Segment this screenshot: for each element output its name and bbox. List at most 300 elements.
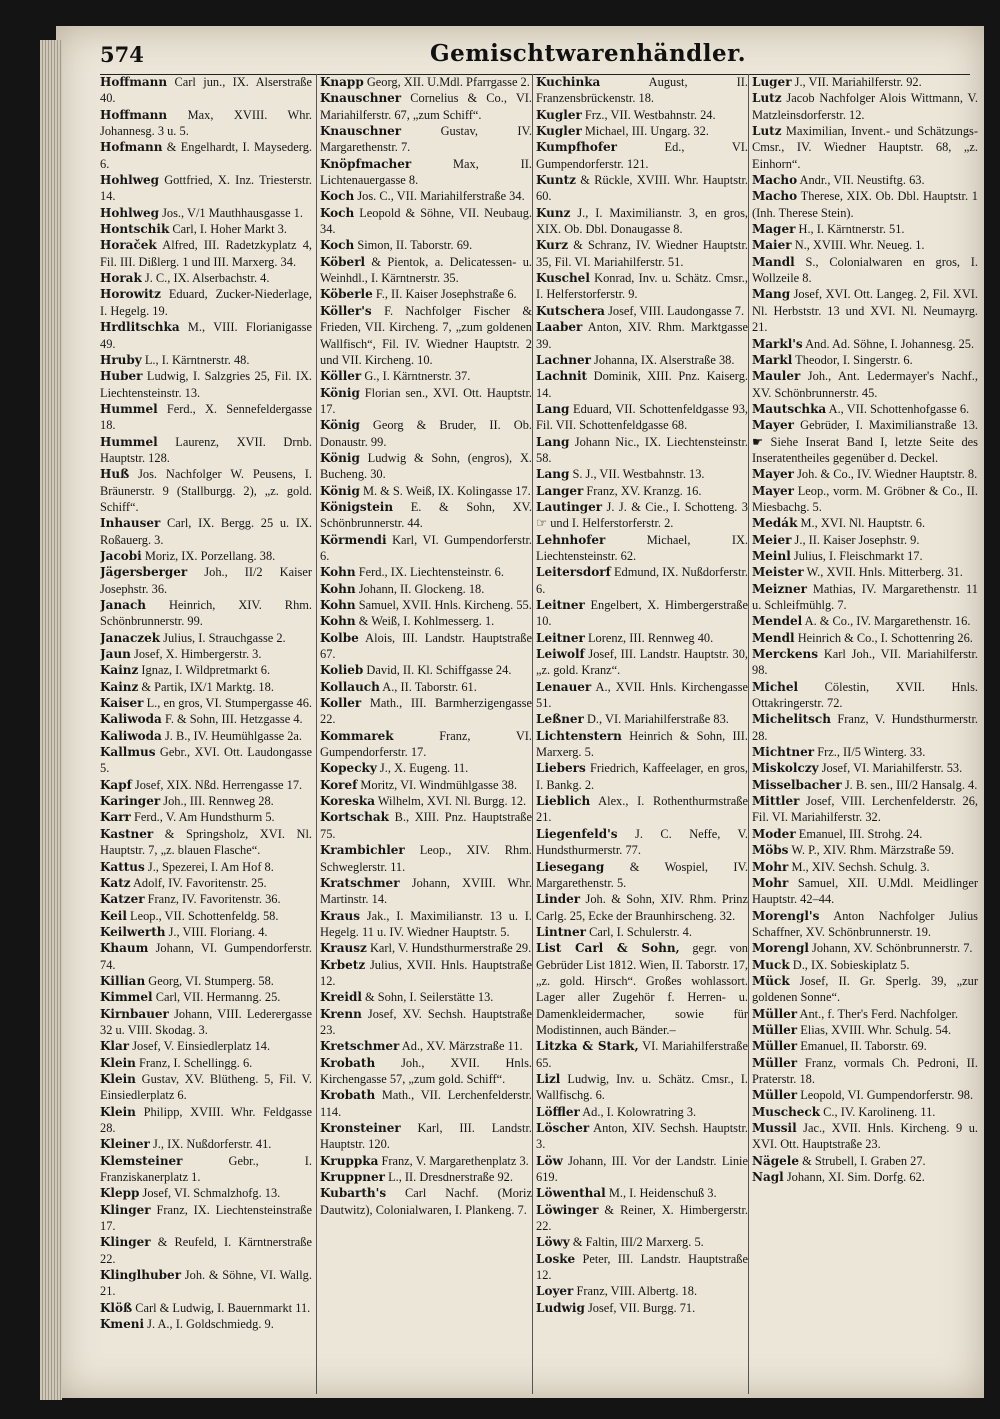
entry-name: Kruppner [320,1170,385,1185]
directory-entry [752,172,978,188]
directory-entry [752,1006,978,1022]
entry-details: Math., III. Barmherzigengasse 22. [320,696,532,727]
directory-entry [536,74,748,107]
entry-name: Litzka & Stark, [536,1039,639,1054]
entry-details: Frz., VII. Westbahnstr. 24. [584,107,716,122]
entry-details: Ignaz, I. Wildpretmarkt 6. [141,663,271,678]
entry-details: Ludwig, I. Salzgries 25, Fil. IX. Liechtensteinstr. 13. [100,369,312,400]
entry-name: Meier [752,532,792,547]
entry-name: Miskolczy [752,761,819,776]
entry-details: Joh., III. Rennweg 28. [163,794,274,809]
directory-entry [752,368,978,401]
entry-details: N., XVIII. Whr. Neueg. 1. [794,238,925,253]
directory-entry [752,123,978,172]
entry-name: Jägersberger [100,565,188,580]
directory-entry [536,1038,748,1071]
entry-details: Jos., V/1 Mauthhausgasse 1. [162,205,303,220]
directory-entry [752,630,978,646]
directory-entry [536,123,748,139]
entry-name: Mayer [752,467,794,482]
entry-name: Karr [100,810,131,825]
entry-details: Carl & Ludwig, I. Bauernmarkt 11. [135,1300,311,1315]
directory-entry [100,221,312,237]
entry-details: Alois, III. Landstr. Hauptstraße 67. [320,630,532,662]
entry-details: Joh., XVII. Hnls. Kirchengasse 57, „zum gold. Schiff“. [320,1055,532,1086]
entry-name: Löscher [536,1121,590,1135]
directory-entry [100,695,312,711]
entry-details: Anton, XIV. Rhm. Marktgasse 39. [536,320,748,351]
entry-details: Theodor, I. Singerstr. 6. [795,352,913,367]
entry-name: Kaliwoda [100,712,162,727]
entry-details: Carl, VII. Hermanng. 25. [155,990,281,1005]
entry-details: M., I. Heidenschuß 3. [608,1186,717,1201]
directory-entry [100,1136,312,1152]
directory-entry [100,989,312,1005]
entry-name: Klöß [100,1300,133,1315]
entry-details: S. J., VII. Westbahnstr. 13. [572,467,705,482]
directory-entry [752,1022,978,1038]
entry-details: & Reiner, X. Himbergerstr. 22. [536,1202,748,1234]
entry-details: Georg, VI. Stumperg. 58. [148,973,274,988]
entry-details: Leop., XIV. Rhm. Schweglerstr. 11. [320,843,532,874]
entry-name: König [320,450,360,465]
entry-details: W., XVII. Hnls. Mitterberg. 31. [806,565,963,580]
entry-name: Kraus [320,908,361,923]
entry-details: Josef, XV. Sechsh. Hauptstraße 23. [320,1006,532,1037]
entry-name: Koref [320,777,358,792]
entry-name: König [320,418,360,433]
entry-details: Simon, II. Taborstr. 69. [357,238,473,253]
entry-details: Gebr., XVI. Ott. Laudongasse 5. [100,745,312,776]
entry-name: Krobath [320,1055,376,1070]
directory-entry [752,74,978,90]
entry-details: August, II. Franzensbrückenstr. 18. [536,75,748,106]
entry-details: J., IX. Nußdorferstr. 41. [152,1137,272,1152]
entry-details: Jac., XVII. Hnls. Kircheng. 9 u. XVI. Ott. Hauptstraße 23. [752,1121,978,1152]
entry-details: Peter, III. Landstr. Hauptstraße 12. [536,1251,748,1283]
entry-details: C., IV. Karolineng. 11. [823,1104,936,1119]
entry-details: Samuel, XVII. Hnls. Kircheng. 55. [358,598,532,612]
directory-entry [752,1169,978,1185]
entry-name: Klein [100,1071,136,1086]
entry-name: Krambichler [320,843,405,858]
directory-entry [752,254,978,287]
entry-details: gegr. von Gebrüder List 1812. Wien, II. Taborstr. 17, „z. gold. Hirsch“. Großes wohlassort. Lager aller Zugehör f. Herren- u. Damenkleidermacher, sowie für Modistinnen, auch Bänder.– [536,941,748,1037]
entry-details: Eduard, Zucker-Niederlage, I. Hegelg. 19. [100,287,312,318]
entry-details: Josef, VI. Mariahilferstr. 53. [821,761,963,776]
entry-details: Moritz, VI. Windmühlgasse 38. [360,777,518,792]
entry-details: And. Ad. Söhne, I. Johannesg. 25. [805,336,975,351]
entry-details: Max, II. Lichtenauergasse 8. [320,156,532,188]
entry-name: Kimmel [100,990,153,1005]
directory-entry [752,548,978,564]
entry-name: Lintner [536,924,586,939]
entry-details: Frz., II/5 Winterg. 33. [817,745,926,760]
entry-name: Kuschel [536,271,590,286]
entry-details: J., Spezerei, I. Am Hof 8. [147,859,274,874]
directory-entry [752,90,978,123]
directory-entry [536,793,748,826]
entry-name: Hontschik [100,222,170,237]
directory-entry [320,188,532,204]
entry-name: Luger [752,75,792,89]
entry-details: J. B. sen., III/2 Hansalg. 4. [844,777,978,792]
entry-name: Kohn [320,598,356,612]
entry-name: Körmendi [320,532,387,547]
entry-details: Carl, I. Schulerstr. 4. [589,924,692,939]
entry-details: Edmund, IX. Nußdorferstr. 6. [536,565,748,596]
entry-name: Hummel [100,434,158,449]
directory-entry [752,760,978,776]
directory-entry [100,793,312,809]
entry-details: & Weiß, I. Kohlmesserg. 1. [358,614,495,629]
entry-name: Kortschak [320,810,389,825]
directory-entry [536,483,748,499]
directory-entry [320,123,532,156]
entry-details: Gustav, XV. Blütheng. 5, Fil. V. Einsiedlerplatz 6. [100,1071,312,1103]
directory-entry [100,1185,312,1201]
directory-entry [100,1234,312,1267]
entry-name: Michelitsch [752,712,831,727]
directory-entry [536,826,748,859]
directory-entry [536,466,748,482]
entry-details: Math., VII. Lerchenfelderstr. 114. [320,1088,532,1119]
entry-name: Mück [752,973,790,988]
entry-details: Julius, I. Fleischmarkt 17. [793,548,923,563]
entry-name: Hruby [100,352,142,367]
directory-entry [536,139,748,172]
directory-entry [536,499,748,532]
entry-details: J. J. & Cie., I. Schotteng. 3 ☞ und I. Helferstorferstr. 2. [536,499,748,531]
entry-details: Emanuel, II. Taborstr. 69. [800,1039,927,1054]
entry-details: & Faltin, III/2 Marxerg. 5. [572,1235,704,1250]
directory-entry [752,352,978,368]
directory-entry [752,1120,978,1153]
entry-details: Johann, II. Glockeng. 18. [358,581,485,596]
directory-entry [320,728,532,761]
directory-entry [752,581,978,614]
entry-details: Georg & Bruder, II. Ob. Donaustr. 99. [320,418,532,449]
entry-name: Leitner [536,630,585,645]
entry-name: Hoffmann [100,107,168,122]
entry-details: Franz, I. Schellingg. 6. [139,1055,253,1070]
entry-name: Kolbe [320,630,359,645]
entry-name: Jacobi [100,548,142,563]
directory-entry [536,303,748,319]
entry-details: Konrad, Inv. u. Schätz. Cmsr., I. Helferstorferstr. 9. [536,271,748,302]
directory-entry [320,254,532,287]
directory-entry [100,973,312,989]
entry-details: Joh., Ant. Ledermayer's Nachf., XV. Schönbrunnerstr. 45. [752,369,978,400]
entry-name: Koch [320,238,355,253]
directory-entry [100,891,312,907]
directory-entry [100,172,312,205]
entry-name: Kommarek [320,728,394,743]
entry-name: Janach [100,598,146,612]
entry-name: Kreidl [320,990,362,1005]
page-header [100,38,970,75]
entry-details: Josef, VI. Schmalzhofg. 13. [142,1186,281,1201]
column-3 [532,74,748,1394]
entry-name: Meister [752,565,804,580]
entry-name: Köller's [320,303,372,318]
entry-details: Maximilian, Invent.- und Schätzungs-Cmsr., IV. Wiedner Hauptstr. 68, „z. Einhorn“. [752,124,978,171]
entry-details: Emanuel, III. Strohg. 24. [798,826,923,841]
entry-name: Lang [536,467,570,482]
directory-entry [100,711,312,727]
entry-details: Josef, II. Gr. Sperlg. 39, „zur goldenen Sonne“. [752,973,978,1005]
directory-entry [100,1006,312,1039]
directory-entry [536,859,748,892]
directory-entry [320,777,532,793]
directory-entry [320,989,532,1005]
directory-entry [752,286,978,335]
entry-name: Killian [100,973,146,988]
directory-entry [536,1283,748,1299]
entry-details: Ad., I. Kolowratring 3. [582,1104,697,1119]
entry-name: Mauler [752,369,801,384]
directory-entry [320,630,532,663]
entry-name: Ludwig [536,1300,585,1315]
directory-entry [320,303,532,368]
directory-entry [320,1038,532,1054]
entry-name: Köller [320,369,362,384]
entry-name: Leßner [536,712,584,727]
entry-details: Jak., I. Maximilianstr. 13 u. I. Hegelg. 11 u. IV. Wiedner Hauptstr. 5. [320,908,532,939]
entry-name: Lachner [536,352,591,367]
entry-name: Mautschka [752,401,827,416]
directory-entry [752,793,978,826]
directory-entry [100,1104,312,1137]
directory-entry [320,1169,532,1185]
entry-details: Heinrich & Co., I. Schottenring 26. [797,630,973,645]
directory-entry [752,237,978,253]
entry-name: Inhauser [100,516,161,531]
entry-name: Hohlweg [100,173,159,188]
entry-name: Müller [752,1088,798,1103]
directory-entry [536,711,748,727]
entry-name: Meizner [752,581,807,596]
entry-details: & Springsholz, XVI. Nl. Hauptstr. 7, „z. blauen Flasche“. [100,826,312,858]
entry-name: Horaček [100,238,157,253]
directory-entry [752,1055,978,1088]
entry-details: Dominik, XIII. Pnz. Kaiserg. 14. [536,369,748,400]
directory-entry [100,940,312,973]
entry-details: M., XVI. Nl. Hauptstr. 6. [800,516,926,531]
directory-entry [752,532,978,548]
directory-entry [320,957,532,990]
directory-entry [752,515,978,531]
entry-details: Johann, VI. Gumpendorferstr. 74. [100,941,312,972]
directory-entry [536,401,748,434]
entry-name: Löwinger [536,1202,599,1217]
directory-entry [320,679,532,695]
entry-details: J. C. Neffe, V. Hundsthurmerstr. 77. [536,826,748,858]
directory-entry [320,205,532,238]
entry-details: Franz, VI. Gumpendorferstr. 17. [320,728,532,760]
directory-entry [320,1153,532,1169]
entry-name: Kretschmer [320,1039,400,1054]
entry-details: & Sohn, I. Seilerstätte 13. [365,990,494,1005]
entry-name: Müller [752,1006,798,1021]
entry-name: Kugler [536,107,582,122]
entry-name: Kunz [536,205,571,220]
column-4 [748,74,978,1394]
entry-details: J., II. Kaiser Josephstr. 9. [794,532,920,547]
directory-entry [100,515,312,548]
entry-details: Wilhelm, XVI. Nl. Burgg. 12. [377,794,527,809]
entry-name: Hofmann [100,140,163,155]
directory-entry [100,1071,312,1104]
entry-details: Jos. Nachfolger W. Peusens, I. Bräunerstr. 9 (Stallburgg. 2), „z. gold. Schiff“. [100,467,312,514]
entry-name: Löffler [536,1104,580,1119]
entry-details: B., XIII. Pnz. Hauptstraße 75. [320,810,532,841]
entry-name: Köberle [320,287,373,302]
entry-details: Joh. & Söhne, VI. Wallg. 21. [100,1268,312,1299]
entry-name: Lutz [752,91,782,106]
entry-name: Lachnit [536,369,588,384]
directory-entry [320,483,532,499]
entry-name: Leitersdorf [536,565,611,580]
directory-entry [320,809,532,842]
directory-entry [536,1185,748,1201]
directory-entry [536,1202,748,1235]
entry-name: Lautinger [536,499,603,514]
entry-name: Nägele [752,1153,799,1168]
directory-entry [752,744,978,760]
entry-name: Lutz [752,124,782,139]
entry-name: Klepp [100,1186,140,1201]
entry-details: Leop., VII. Schottenfeldg. 58. [130,908,279,923]
directory-entry [100,744,312,777]
directory-entry [536,107,748,123]
entry-details: Moriz, IX. Porzellang. 38. [144,548,276,563]
entry-name: Kirnbauer [100,1006,169,1021]
entry-name: Kainz [100,679,139,694]
entry-name: Kugler [536,124,582,139]
directory-entry [100,434,312,467]
entry-details: Josef, XVI. Ott. Langeg. 2, Fil. XVI. Nl. Herbststr. 13 und XVI. Nl. Neumayrg. 21. [752,287,978,335]
entry-name: Medák [752,516,798,531]
entry-name: Krbetz [320,957,366,972]
column-2 [316,74,532,1394]
entry-name: Kmeni [100,1317,145,1332]
entry-details: Jos. C., VII. Mariahilferstraße 34. [357,189,525,204]
entry-name: Kuntz [536,173,576,188]
directory-entry [752,859,978,875]
entry-name: Kohn [320,614,356,629]
entry-details: J. A., I. Goldschmiedg. 9. [147,1317,274,1332]
directory-entry [320,793,532,809]
entry-details: Alfred, III. Radetzkyplatz 4, Fil. III. Dißlerg. 1 und III. Marxerg. 34. [100,238,312,269]
entry-details: G., I. Kärntnerstr. 37. [364,369,471,384]
directory-entry [536,1251,748,1284]
entry-name: Klein [100,1104,136,1119]
entry-details: Cölestin, XVII. Hnls. Ottakringerstr. 72. [752,679,978,711]
directory-entry [100,630,312,646]
entry-details: Josef, VIII. Lerchenfelderstr. 26, Fil. VI. Mariahilferstr. 32. [752,794,978,825]
entry-details: M., XIV. Sechsh. Schulg. 3. [791,859,930,874]
directory-entry [536,646,748,679]
directory-entry [320,564,532,580]
directory-entry [320,597,532,613]
entry-name: Knapp [320,75,364,89]
entry-name: Mittler [752,794,800,809]
entry-name: Kapf [100,777,132,792]
entry-name: Klemsteiner [100,1153,183,1168]
entry-name: Mohr [752,859,789,874]
directory-entry [536,205,748,238]
entry-name: Kubarth's [320,1186,387,1201]
directory-entry [100,352,312,368]
directory-entry [320,1006,532,1039]
entry-details: Julius, I. Strauchgasse 2. [163,630,286,645]
directory-entry [752,1038,978,1054]
directory-entry [752,613,978,629]
directory-entry [752,564,978,580]
directory-entry [100,646,312,662]
entry-details: Johann, VIII. Lederergasse 32 u. VIII. Skodag. 3. [100,1006,312,1037]
entry-name: Keilwerth [100,924,166,939]
directory-entry [752,1104,978,1120]
entry-details: A., XVII. Hnls. Kirchengasse 51. [536,679,748,711]
entry-name: Köberl [320,254,366,269]
entry-details: F. Nachfolger Fischer & Frieden, VII. Kircheng. 7, „zum goldenen Wallfisch“, Fil. IV. Wiedner Hauptstr. 2 und VII. Kircheng. 10. [320,303,532,367]
directory-entry [752,973,978,1006]
entry-name: Mayer [752,483,794,498]
entry-name: Linder [536,892,581,907]
entry-details: & Pientok, a. Delicatessen- u. Weinhdl., I. Kärntnerstr. 35. [320,254,532,286]
entry-details: Josef, III. Landstr. Hauptstr. 30, „z. gold. Kranz“. [536,647,748,678]
directory-entry [100,728,312,744]
entry-details: Karl, V. Hundsthurmerstraße 29. [369,941,532,956]
directory-entry [320,156,532,189]
entry-name: Kaiser [100,696,144,711]
directory-entry [536,1071,748,1104]
directory-entry [536,597,748,630]
entry-details: S., Colonialwaren en gros, I. Wollzeile 8. [752,254,978,286]
entry-name: Katzer [100,892,145,907]
entry-details: Franz, IX. Liechtensteinstraße 17. [100,1202,312,1234]
entry-details: Michael, III. Ungarg. 32. [584,124,709,139]
entry-details: Franz, VIII. Albertg. 18. [576,1284,698,1299]
entry-details: & Engelhardt, I. Maysederg. 6. [100,140,312,171]
entry-details: Carl Nachf. (Moriz Dautwitz), Colonialwaren, I. Plankeng. 7. [320,1186,532,1217]
directory-entry [320,417,532,450]
directory-entry [536,172,748,205]
directory-entry [100,1202,312,1235]
entry-details: Alex., I. Rothenthurmstraße 21. [536,794,748,825]
entry-name: Laaber [536,320,583,335]
entry-name: Huß [100,467,130,482]
directory-entry [536,434,748,467]
entry-name: Horak [100,271,142,286]
entry-name: Kratschmer [320,875,400,890]
entry-details: Josef, VIII. Laudongasse 7. [608,303,745,318]
directory-entry [100,237,312,270]
entry-details: Franz, V. Hundsthurmerstr. 28. [752,712,978,743]
directory-entry [536,924,748,940]
entry-details: Gebrüder, I. Maximilianstraße 13. ☛ Siehe Inserat Band I, letzte Seite des Inseratentheiles gegenüber d. Deckel. [752,418,978,465]
page-title: Gemischtwarenhändler. [430,40,747,67]
entry-details: Therese, XIX. Ob. Dbl. Hauptstr. 1 (Inh. Therese Stein). [752,189,978,220]
entry-name: Jaun [100,647,131,662]
entry-details: Eduard, VII. Schottenfeldgasse 93, Fil. VII. Schottenfeldgasse 68. [536,401,748,433]
directory-entry [320,908,532,941]
entry-name: Merckens [752,647,818,662]
entry-details: Karl Joh., VII. Mariahilferstr. 98. [752,647,978,678]
directory-entry [320,760,532,776]
